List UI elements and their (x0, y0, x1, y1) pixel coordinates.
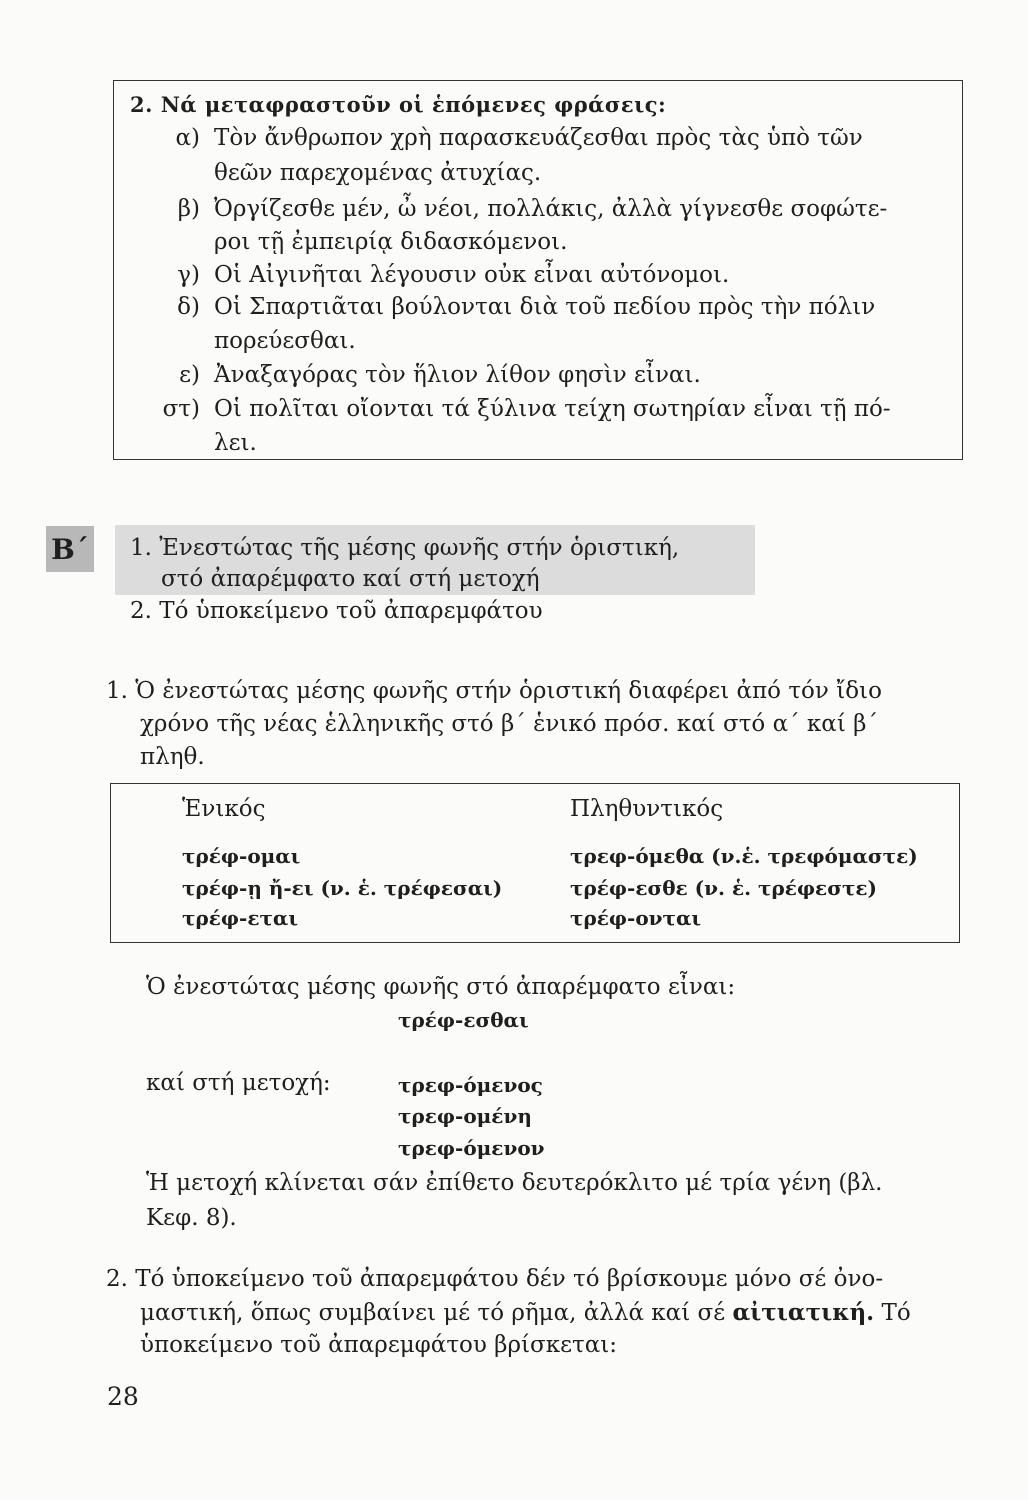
participle-label: καί στή μετοχή: (146, 1070, 331, 1096)
exercise-mark-e: ε) (179, 362, 200, 388)
para2-line2 (140, 1299, 911, 1326)
para1-line3: πληθ. (140, 744, 205, 770)
para2-line2-end: Τό (881, 1300, 911, 1326)
exercise-st-line2: λει. (214, 430, 257, 456)
infinitive-form: τρέφ-εσθαι (398, 1008, 529, 1032)
exercise-mark-c: γ) (177, 262, 200, 288)
exercise-d-line2: πορεύεσθαι. (214, 328, 356, 354)
section-heading-2: 2. Τό ὑποκείμενο τοῦ ἀπαρεμφάτου (130, 598, 543, 624)
section-badge: Β΄ (46, 526, 94, 572)
participle-form-2: τρεφ-ομένη (398, 1104, 532, 1128)
exercise-mark-b: β) (177, 196, 200, 222)
conj-singular-3: τρέφ-εται (182, 906, 298, 930)
conj-plural-3: τρέφ-ονται (570, 906, 702, 930)
exercise-mark-a: α) (175, 125, 200, 151)
exercise-a-line1: Τὸν ἄνθρωπον χρὴ παρασκευάζεσθαι πρὸς τὰς ὑπὸ τῶν (214, 125, 863, 151)
para1-line2: χρόνο τῆς νέας ἑλληνικῆς στό β΄ ἑνικό πρόσ. καί στό α΄ καί β΄ (140, 711, 878, 737)
exercise-a-line2: θεῶν παρεχομένας ἀτυχίας. (214, 160, 542, 186)
participle-form-1: τρεφ-όμενος (398, 1073, 543, 1097)
para1-line1: 1. Ὁ ἐνεστώτας μέσης φωνῆς στήν ὁριστική διαφέρει ἀπό τόν ἴδιο (106, 678, 882, 704)
exercise-b-line2: ροι τῇ ἐμπειρίᾳ διδασκόμενοι. (214, 229, 568, 255)
page-number: 28 (107, 1382, 139, 1411)
exercise-mark-st: στ) (162, 396, 200, 422)
exercise-st-line1: Οἱ πολῖται οἴονται τά ξύλινα τείχη σωτηρίαν εἶναι τῇ πό- (214, 396, 891, 422)
exercise-mark-d: δ) (177, 294, 200, 320)
section-heading-1: 1. Ἐνεστώτας τῆς μέσης φωνῆς στήν ὁριστική, (130, 535, 680, 561)
infinitive-text: Ὁ ἐνεστώτας μέσης φωνῆς στό ἀπαρέμφατο εἶναι: (146, 974, 736, 1000)
exercise-d-line1: Οἱ Σπαρτιᾶται βούλονται διὰ τοῦ πεδίου πρὸς τὴν πόλιν (214, 294, 876, 320)
section-heading-1-cont: στό ἀπαρέμφατο καί στή μετοχή (161, 566, 540, 592)
exercise-title: 2. Νά μεταφραστοῦν οἱ ἑπόμενες φράσεις: (130, 92, 667, 117)
para2-line2-start: μαστική, ὅπως συμβαίνει μέ τό ρῆμα, ἀλλά καί σέ (140, 1300, 726, 1326)
exercise-c-line1: Οἱ Αἰγινῆται λέγουσιν οὐκ εἶναι αὐτόνομοι. (214, 262, 730, 288)
conj-plural-1: τρεφ-όμεθα (ν.ἑ. τρεφόμαστε) (570, 844, 918, 868)
conj-singular-2: τρέφ-ῃ ἤ-ει (ν. ἑ. τρέφεσαι) (182, 876, 503, 900)
exercise-b-line1: Ὀργίζεσθε μέν, ὦ νέοι, πολλάκις, ἀλλὰ γίγνεσθε σοφώτε- (214, 196, 888, 222)
participle-note-line2: Κεφ. 8). (146, 1205, 237, 1231)
conj-plural-header: Πληθυντικός (570, 796, 724, 822)
para2-line2-bold: αἰτιατική. (732, 1299, 875, 1326)
conj-singular-1: τρέφ-ομαι (182, 844, 301, 868)
conj-plural-2: τρέφ-εσθε (ν. ἑ. τρέφεστε) (570, 876, 878, 900)
para2-line3: ὑποκείμενο τοῦ ἀπαρεμφάτου βρίσκεται: (140, 1332, 618, 1358)
conj-singular-header: Ἑνικός (182, 796, 266, 822)
para2-line1: 2. Τό ὑποκείμενο τοῦ ἀπαρεμφάτου δέν τό βρίσκουμε μόνο σέ ὀνο- (106, 1266, 884, 1292)
participle-note-line1: Ἡ μετοχή κλίνεται σάν ἐπίθετο δευτερόκλιτο μέ τρία γένη (βλ. (146, 1170, 883, 1196)
participle-form-3: τρεφ-όμενον (398, 1136, 545, 1160)
exercise-e-line1: Ἀναξαγόρας τὸν ἥλιον λίθον φησὶν εἶναι. (214, 362, 701, 388)
